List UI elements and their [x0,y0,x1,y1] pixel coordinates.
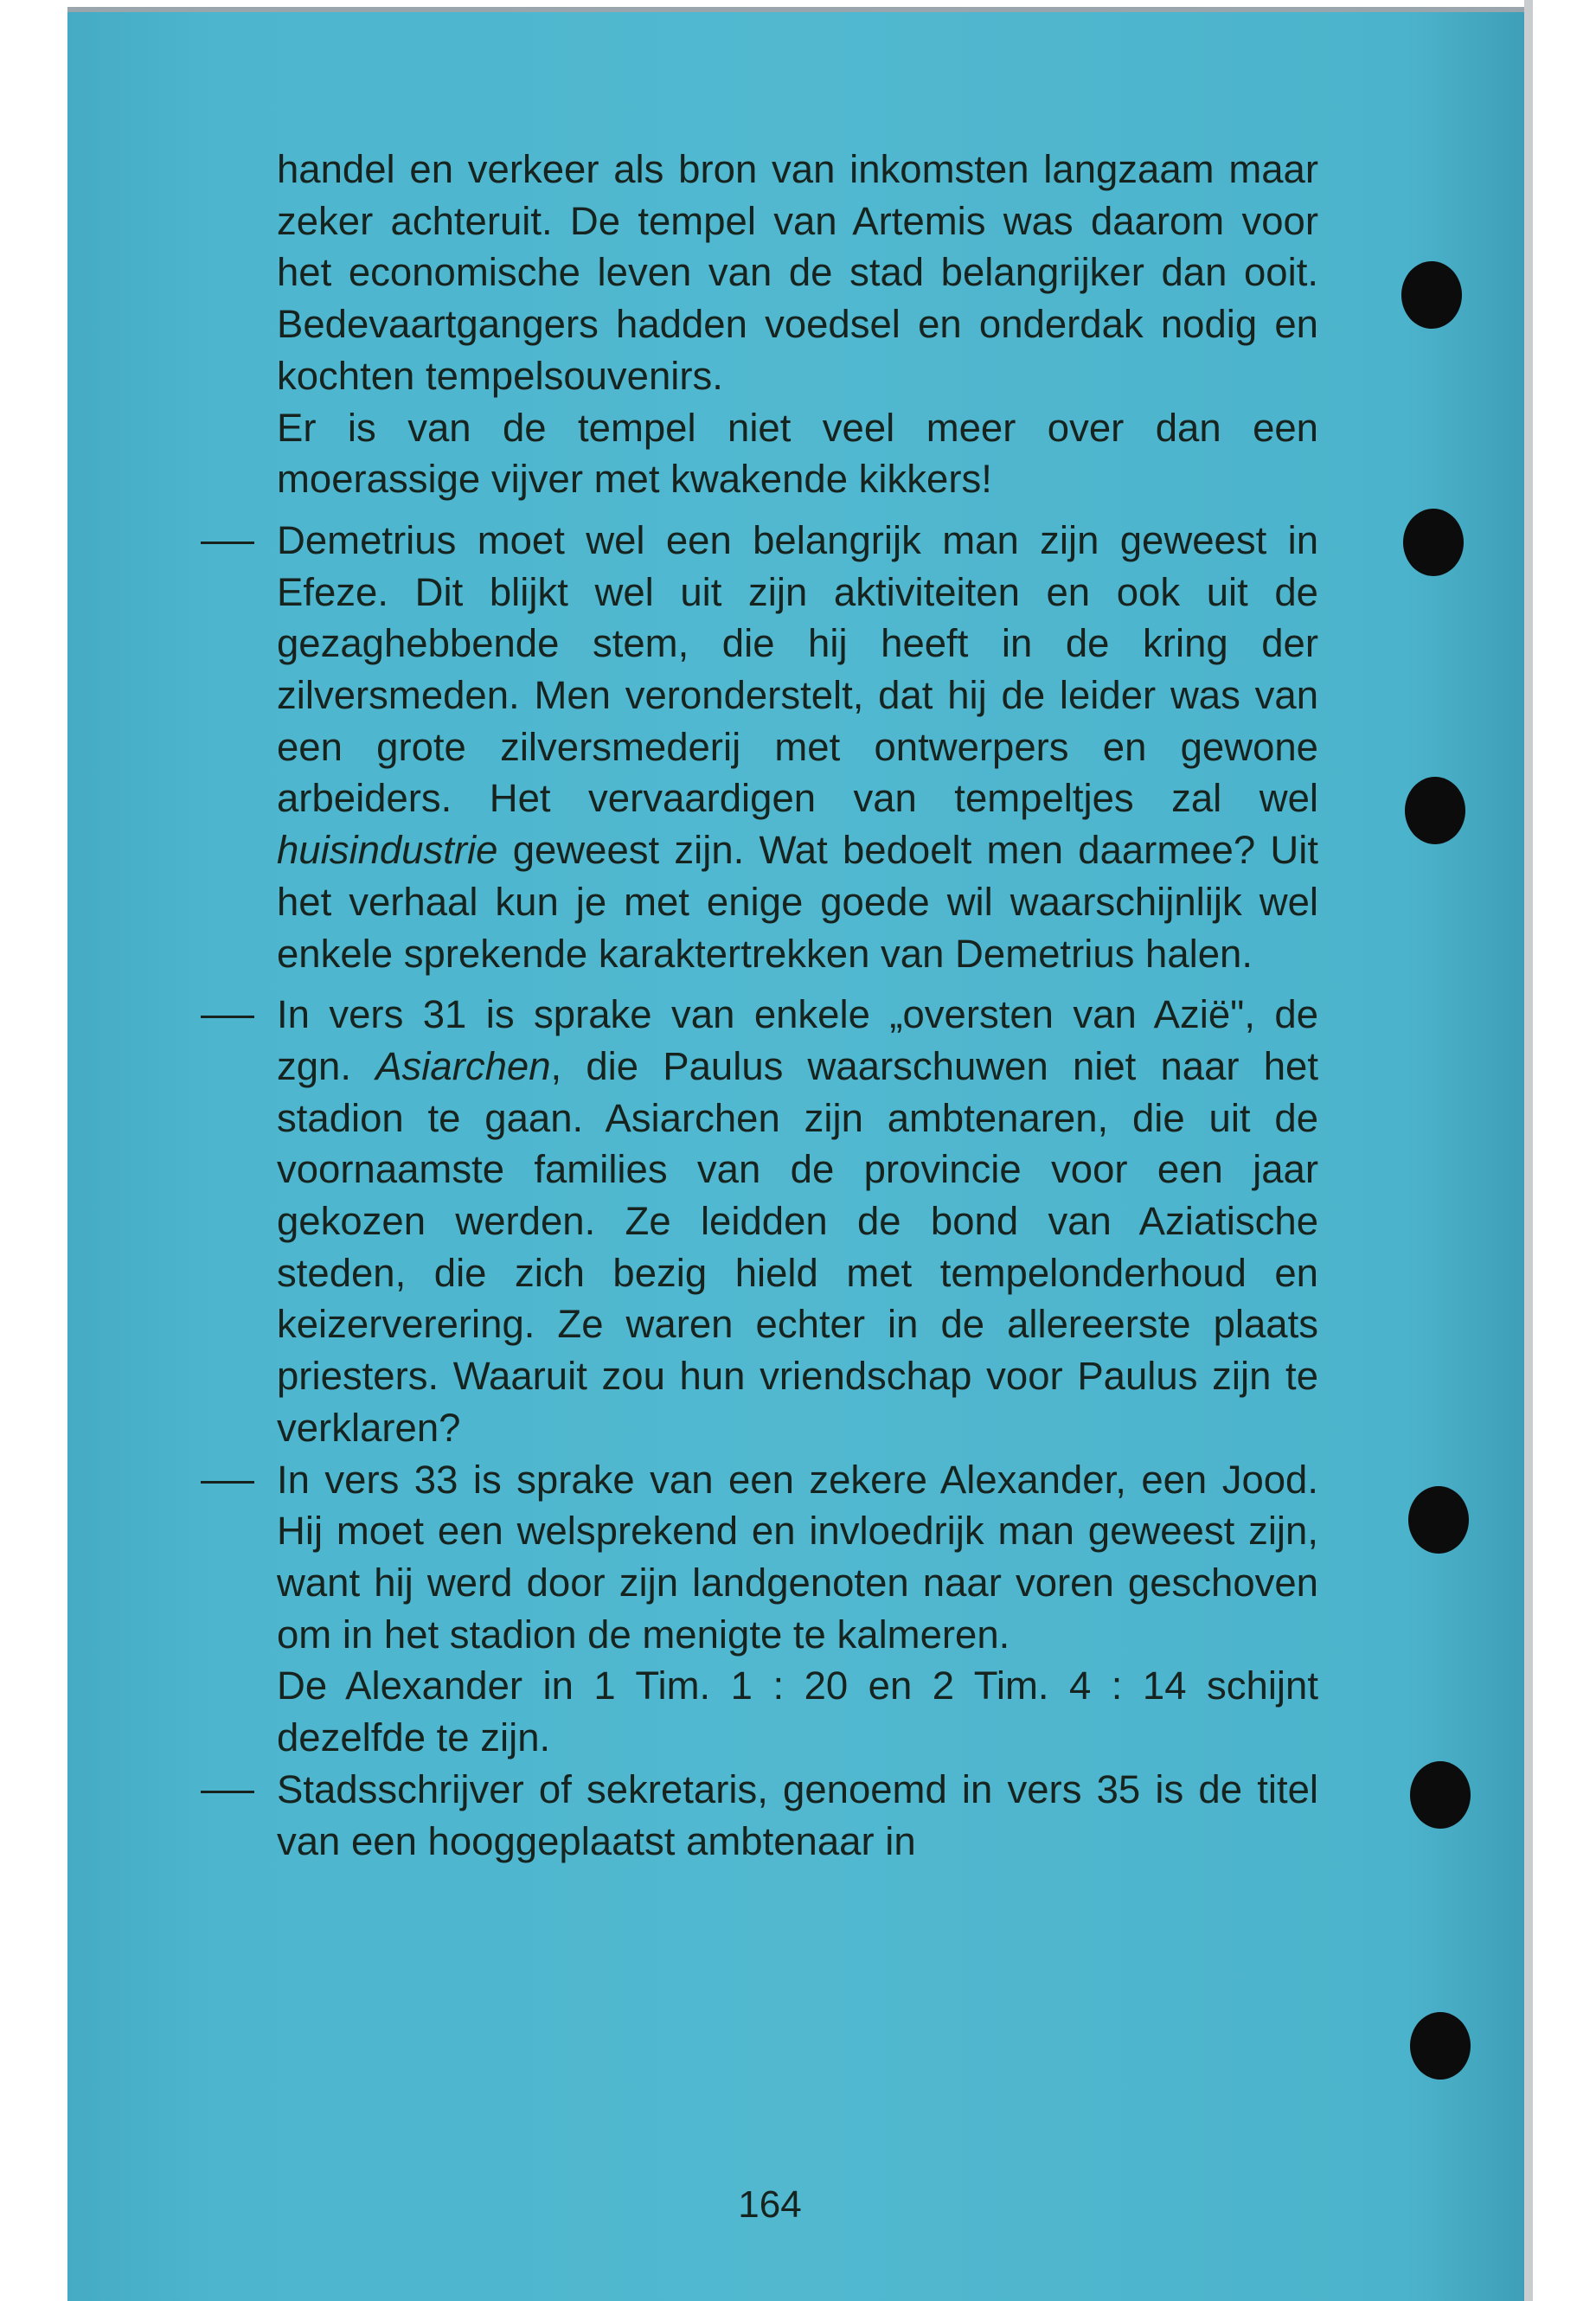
paragraph-4 [277,989,1318,1453]
paragraph-3-text-a: Demetrius moet wel een belangrijk man zijn geweest in Efeze. Dit blijkt wel uit zijn aktiviteiten en ook uit de gezaghebbende stem, die hij heeft in de kring der zilversmeden. Men veronderstelt, dat hij de leider was van een grote zilversmederij met ontwerpers en gewone arbeiders. Het vervaardigen van tempeltjes zal wel [277,517,1318,821]
punch-hole [1410,2012,1471,2080]
punch-hole [1401,261,1462,329]
paragraph-3-italic: huisindustrie [277,828,498,873]
paragraph-2 [277,402,1318,505]
paragraph-1 [277,144,1318,402]
punch-hole [1410,1761,1471,1829]
page-number: 164 [738,2183,802,2226]
paragraph-4-text-a: In vers 31 is sprake van enkele „oversten van Azië", de zgn. [277,992,1318,1088]
paragraph-1-text: handel en verkeer als bron van inkomsten langzaam maar zeker achteruit. De tempel van Artemis was daarom voor het economische leven van de stad belangrijker dan ooit. Bedevaartgangers hadden voedsel en onderdak nodig en kochten tempelsouvenirs. [277,147,1318,398]
paragraph-3 [277,515,1318,979]
paragraph-6-text: De Alexander in 1 Tim. 1 : 20 en 2 Tim. 4 : 14 schijnt dezelfde te zijn. [277,1663,1318,1760]
paragraph-7 [277,1764,1318,1867]
paragraph-4-text-b: , die Paulus waarschuwen niet naar het stadion te gaan. Asiarchen zijn ambtenaren, die uit de voornaamste families van de provincie voor een jaar gekozen werden. Ze leidden de bond van Aziatische steden, die zich bezig hield met tempelonderhoud en keizerverering. Ze waren echter in de allereerste plaats priesters. Waaruit zou hun vriendschap voor Paulus zijn te verklaren? [277,1043,1318,1450]
paragraph-5 [277,1454,1318,1661]
paragraph-5-text: In vers 33 is sprake van een zekere Alexander, een Jood. Hij moet een welsprekend en invloedrijk man geweest zijn, want hij werd door zijn landgenoten naar voren geschoven om in het stadion de menigte te kalmeren. [277,1457,1318,1657]
paragraph-7-text: Stadsschrijver of sekretaris, genoemd in vers 35 is de titel van een hooggeplaatst ambtenaar in [277,1766,1318,1863]
page-right-edge [1524,0,1533,2301]
body-text [277,144,1318,1867]
paragraph-4-italic: Asiarchen [375,1043,551,1088]
paragraph-6 [277,1660,1318,1763]
paragraph-3-text-b: geweest zijn. Wat bedoelt men daarmee? Uit het verhaal kun je met enige goede wil waarschijnlijk wel enkele sprekende karaktertrekken van Demetrius halen. [277,828,1318,976]
punch-hole [1408,1486,1469,1554]
punch-hole [1405,777,1465,844]
paragraph-2-text: Er is van de tempel niet veel meer over dan een moerassige vijver met kwakende kikkers! [277,405,1318,502]
punch-hole [1403,509,1464,576]
